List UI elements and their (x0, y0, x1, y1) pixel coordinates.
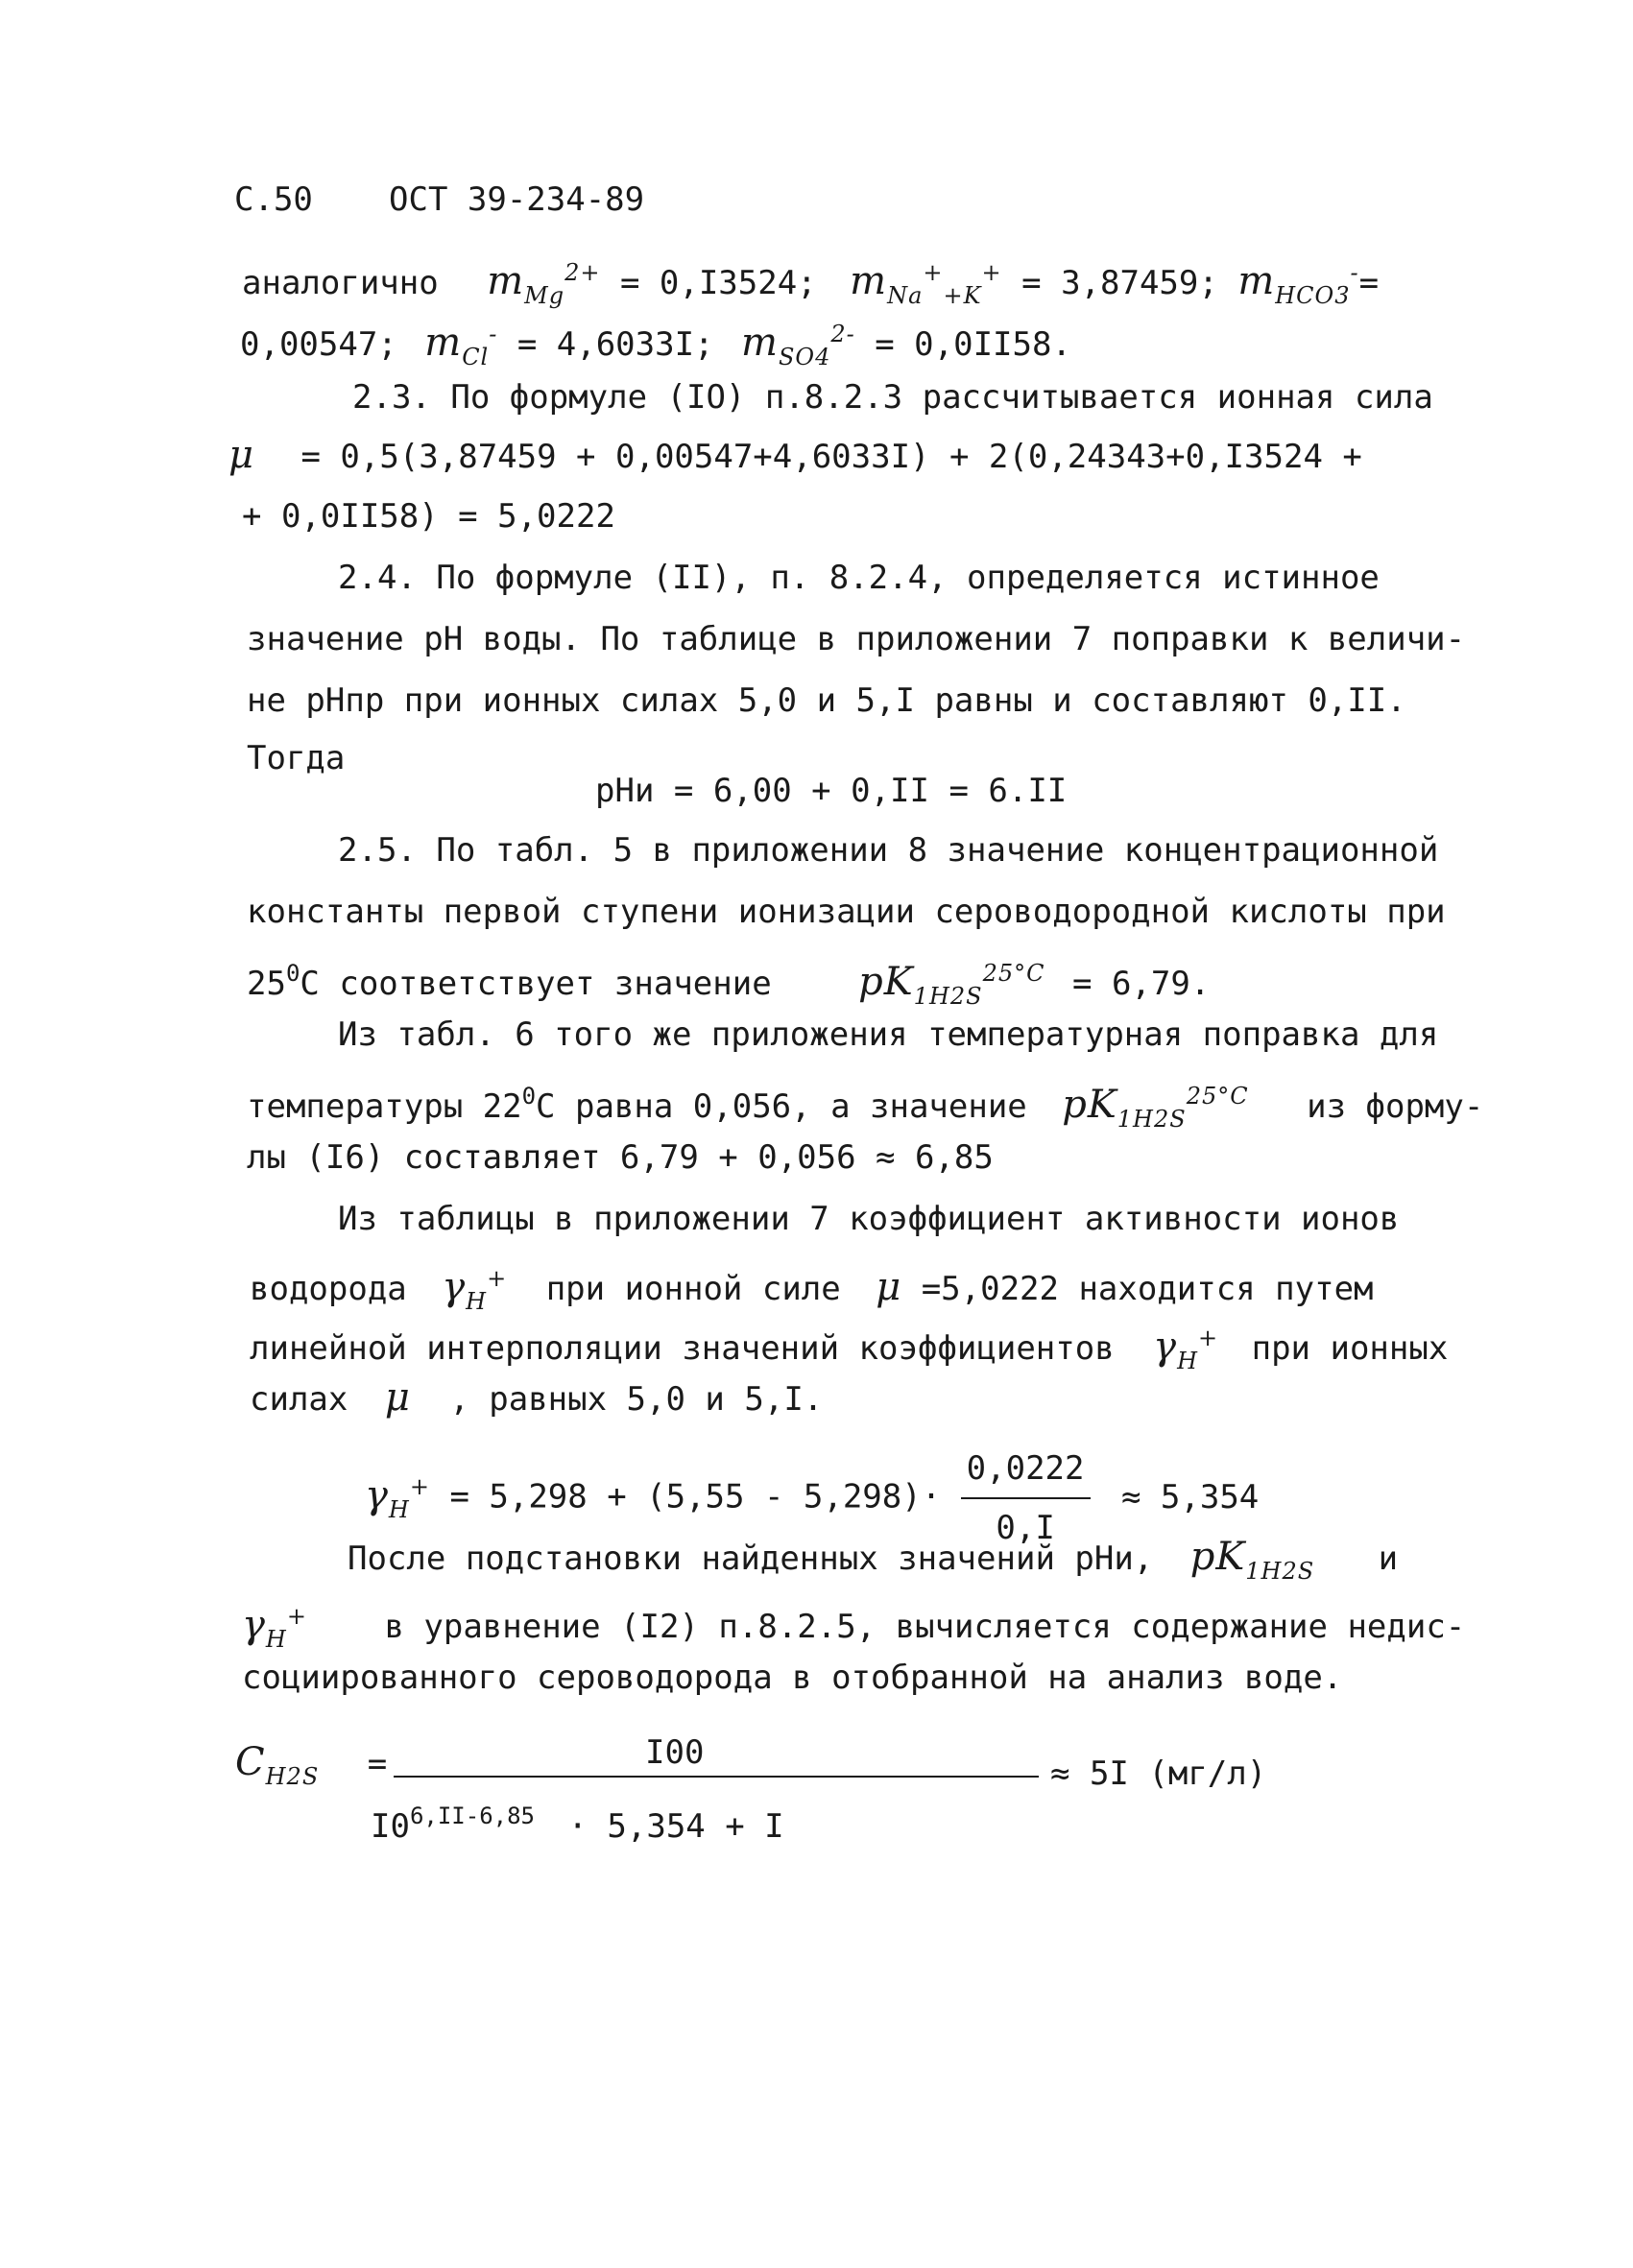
m-mg-value: = 0,I3524; (619, 264, 817, 302)
gamma-h-symbol: $\gamma_H^+$ (442, 1265, 508, 1315)
m-so4-value: = 0,0II58. (875, 325, 1071, 364)
m-hco3-equals: = (1358, 264, 1380, 302)
p26-line2: температуры $22^0С$ равна 0,056, а значение $pK_{1H2S}^{25^\circ C}$ из форму- (247, 1083, 1484, 1133)
mu-symbol-3: μ (384, 1375, 411, 1420)
m-hco3-symbol: $m_{HCO3}^-$ (1237, 259, 1359, 309)
page-number: С.50 (234, 180, 313, 219)
pk1-h2s-symbol: $pK_{1H2S}^{25^\circ C}$ (858, 960, 1045, 1010)
p25-line1: 2.5. По табл. 5 в приложении 8 значение концентрационной (338, 831, 1439, 870)
p24-line3: не рНпр при ионных силах 5,0 и 5,I равны и составляют 0,II. (247, 681, 1406, 720)
mu-symbol-2: μ (876, 1265, 902, 1309)
gamma-eq-rhs: ≈ 5,354 (1120, 1477, 1260, 1516)
gamma-h-symbol-3: $\gamma_H^+$ (365, 1472, 430, 1523)
standard-code: ОСТ 39-234-89 (389, 180, 645, 219)
gamma-h-symbol-2: $\gamma_H^+$ (1153, 1325, 1219, 1374)
gamma-h-symbol-4: $\gamma_H^+$ (242, 1603, 307, 1653)
p28-line1: После подстановки найденных значений рНи, $pK_{1H2S}$ и (348, 1535, 1399, 1585)
pk1-h2s-symbol-3: $pK_{1H2S}$ (1189, 1535, 1315, 1585)
p23-line2 (228, 434, 1362, 478)
p27-line2: водорода $\gamma_H^+$ при ионной силе μ =5,0222 находится путем (250, 1265, 1374, 1315)
mu-symbol: μ (228, 433, 254, 477)
p27-line4: силах μ , равных 5,0 и 5,I. (250, 1375, 824, 1420)
p26-line3: лы (I6) составляет 6,79 + 0,056 ≈ 6,85 (247, 1138, 994, 1177)
p24-line1: 2.4. По формуле (II), п. 8.2.4, определяется истинное (338, 559, 1380, 597)
p27-line3: линейной интерполяции значений коэффициентов $\gamma_H^+$ при ионных (250, 1325, 1449, 1374)
m-so4-symbol: $m_{SO4}^{2-}$ (741, 321, 855, 370)
p24-line2: значение рН воды. По таблице в приложении 7 поправки к величи- (247, 620, 1466, 658)
p24-line4: Тогда (247, 739, 346, 777)
ph-equation: рНи = 6,00 + 0,II = 6.II (595, 772, 1068, 810)
p23-line3: + 0,0II58) = 5,0222 (242, 497, 615, 536)
final-eq-denominator: $I0^{6,II-6,85} \cdot 5,354 + I$ (371, 1802, 784, 1846)
line-analogichno (242, 251, 1379, 317)
word-analogichno: аналогично (242, 264, 439, 302)
gamma-eq-lhs: = 5,298 + (5,55 - 5,298)· (449, 1477, 942, 1516)
p26-line1: Из табл. 6 того же приложения температурная поправка для (338, 1015, 1439, 1054)
m-mg-symbol: $m_{Mg}^{2+}$ (487, 259, 601, 309)
p25-line2: константы первой ступени ионизации сероводородной кислоты при (247, 893, 1446, 931)
ionic-strength-formula: = 0,5(3,87459 + 0,00547+4,6033I) + 2(0,24343+0,I3524 + (300, 438, 1362, 476)
gamma-fraction-num: 0,0222 (961, 1440, 1091, 1499)
pk1-value: = 6,79. (1072, 965, 1211, 1003)
m-cl-symbol: $m_{Cl}^-$ (424, 321, 498, 370)
p23-line1: 2.3. По формуле (IO) п.8.2.3 рассчитывается ионная сила (352, 378, 1433, 417)
p28-line3: социированного сероводорода в отобранной на анализ воде. (242, 1659, 1343, 1697)
m-nak-symbol: $m_{Na}^+_{+K}^+$ (850, 259, 1002, 309)
p27-line1: Из таблицы в приложении 7 коэффициент активности ионов (338, 1200, 1400, 1238)
p28-line2: $\gamma_H^+$ в уравнение (I2) п.8.2.5, вычисляется содержание недис- (242, 1603, 1466, 1653)
pk1-h2s-symbol-2: $pK_{1H2S}^{25^\circ C}$ (1062, 1083, 1249, 1133)
final-eq-fraction-line (394, 1776, 1039, 1778)
p25-line3: $25^0С$ соответствует значение $pK_{1H2S}^{25^\circ C} = 6,79$. (247, 960, 1211, 1010)
final-eq-lhs: $C_{H2S}$ = (235, 1740, 388, 1790)
c-h2s-symbol: $C_{H2S}$ (235, 1740, 320, 1790)
gamma-fraction-den: 0,I (996, 1509, 1055, 1547)
m-hco3-value: 0,00547; (240, 325, 397, 364)
m-cl-value: = 4,6033I; (516, 325, 714, 364)
line-ion-values-2 (240, 313, 1071, 378)
final-eq-rhs: ≈ 5I (мг/л) (1050, 1755, 1267, 1793)
m-nak-value: = 3,87459; (1021, 264, 1218, 302)
final-eq-numerator: I00 (645, 1733, 705, 1772)
